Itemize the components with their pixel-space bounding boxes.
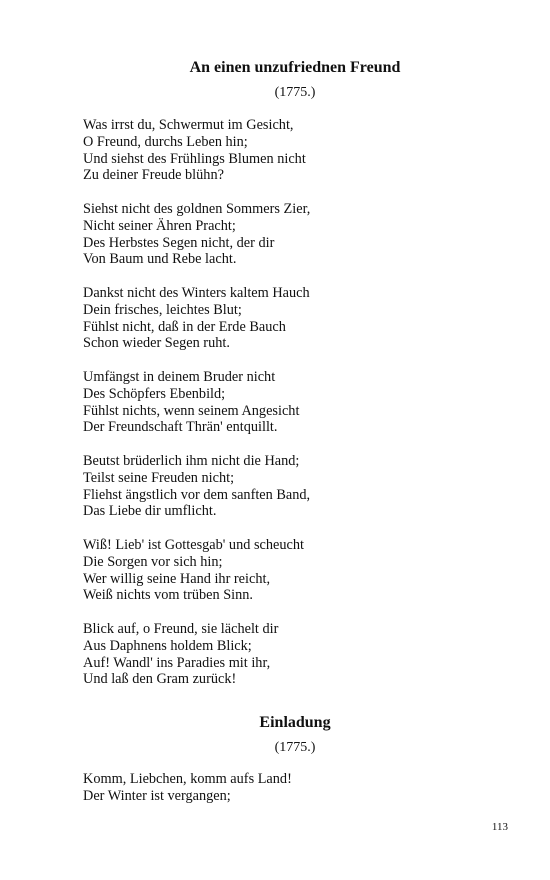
verse-line: Der Winter ist vergangen; [83,787,231,804]
verse-line: Des Herbstes Segen nicht, der dir [83,234,275,251]
stanza [83,117,503,184]
stanza [83,771,503,805]
verse-line: Dein frisches, leichtes Blut; [83,301,242,318]
verse-line: Siehst nicht des goldnen Sommers Zier, [83,201,311,217]
page-number: 113 [491,821,508,833]
verse-line: Blick auf, o Freund, sie lächelt dir [83,621,279,637]
verse-line: Was irrst du, Schwermut im Gesicht, [83,117,294,133]
stanza [83,201,503,268]
verse-line: Die Sorgen vor sich hin; [83,553,223,570]
verse-line: Das Liebe dir umflicht. [83,503,217,520]
verse-line: Nicht seiner Ähren Pracht; [83,217,236,234]
poem-year: (1775.) [274,740,316,755]
stanza [83,621,503,688]
verse-line: Weiß nichts vom trüben Sinn. [83,587,253,604]
verse-line: Der Freundschaft Thrän' entquillt. [83,419,278,436]
verse-line: Und siehst des Frühlings Blumen nicht [83,150,306,167]
poem-title: An einen unzufriednen Freund [189,59,401,76]
verse-line: Fühlst nichts, wenn seinem Angesicht [83,402,300,419]
poem-year: (1775.) [274,85,316,100]
verse-line: Des Schöpfers Ebenbild; [83,385,226,402]
verse-line: Fliehst ängstlich vor dem sanften Band, [83,486,311,503]
verse-line: Komm, Liebchen, komm aufs Land! [83,771,292,787]
verse-line: Dankst nicht des Winters kaltem Hauch [83,285,310,301]
stanza [83,285,503,352]
verse-line: Teilst seine Freuden nicht; [83,469,235,486]
verse-line: Wiß! Lieb' ist Gottesgab' und scheucht [83,537,304,553]
poem-title: Einladung [259,714,331,731]
verse-line: Schon wieder Segen ruht. [83,335,230,352]
verse-line: Beutst brüderlich ihm nicht die Hand; [83,453,300,469]
stanza [83,369,503,436]
verse-line: Von Baum und Rebe lacht. [83,251,237,268]
verse-line: Fühlst nicht, daß in der Erde Bauch [83,318,286,335]
verse-line: Auf! Wandl' ins Paradies mit ihr, [83,654,271,671]
verse-line: Zu deiner Freude blühn? [83,167,224,184]
stanza [83,453,503,520]
verse-line: Umfängst in deinem Bruder nicht [83,369,276,385]
stanza [83,537,503,604]
verse-line: Aus Daphnens holdem Blick; [83,637,252,654]
verse-line: O Freund, durchs Leben hin; [83,133,248,150]
verse-line: Wer willig seine Hand ihr reicht, [83,570,271,587]
verse-line: Und laß den Gram zurück! [83,671,237,688]
